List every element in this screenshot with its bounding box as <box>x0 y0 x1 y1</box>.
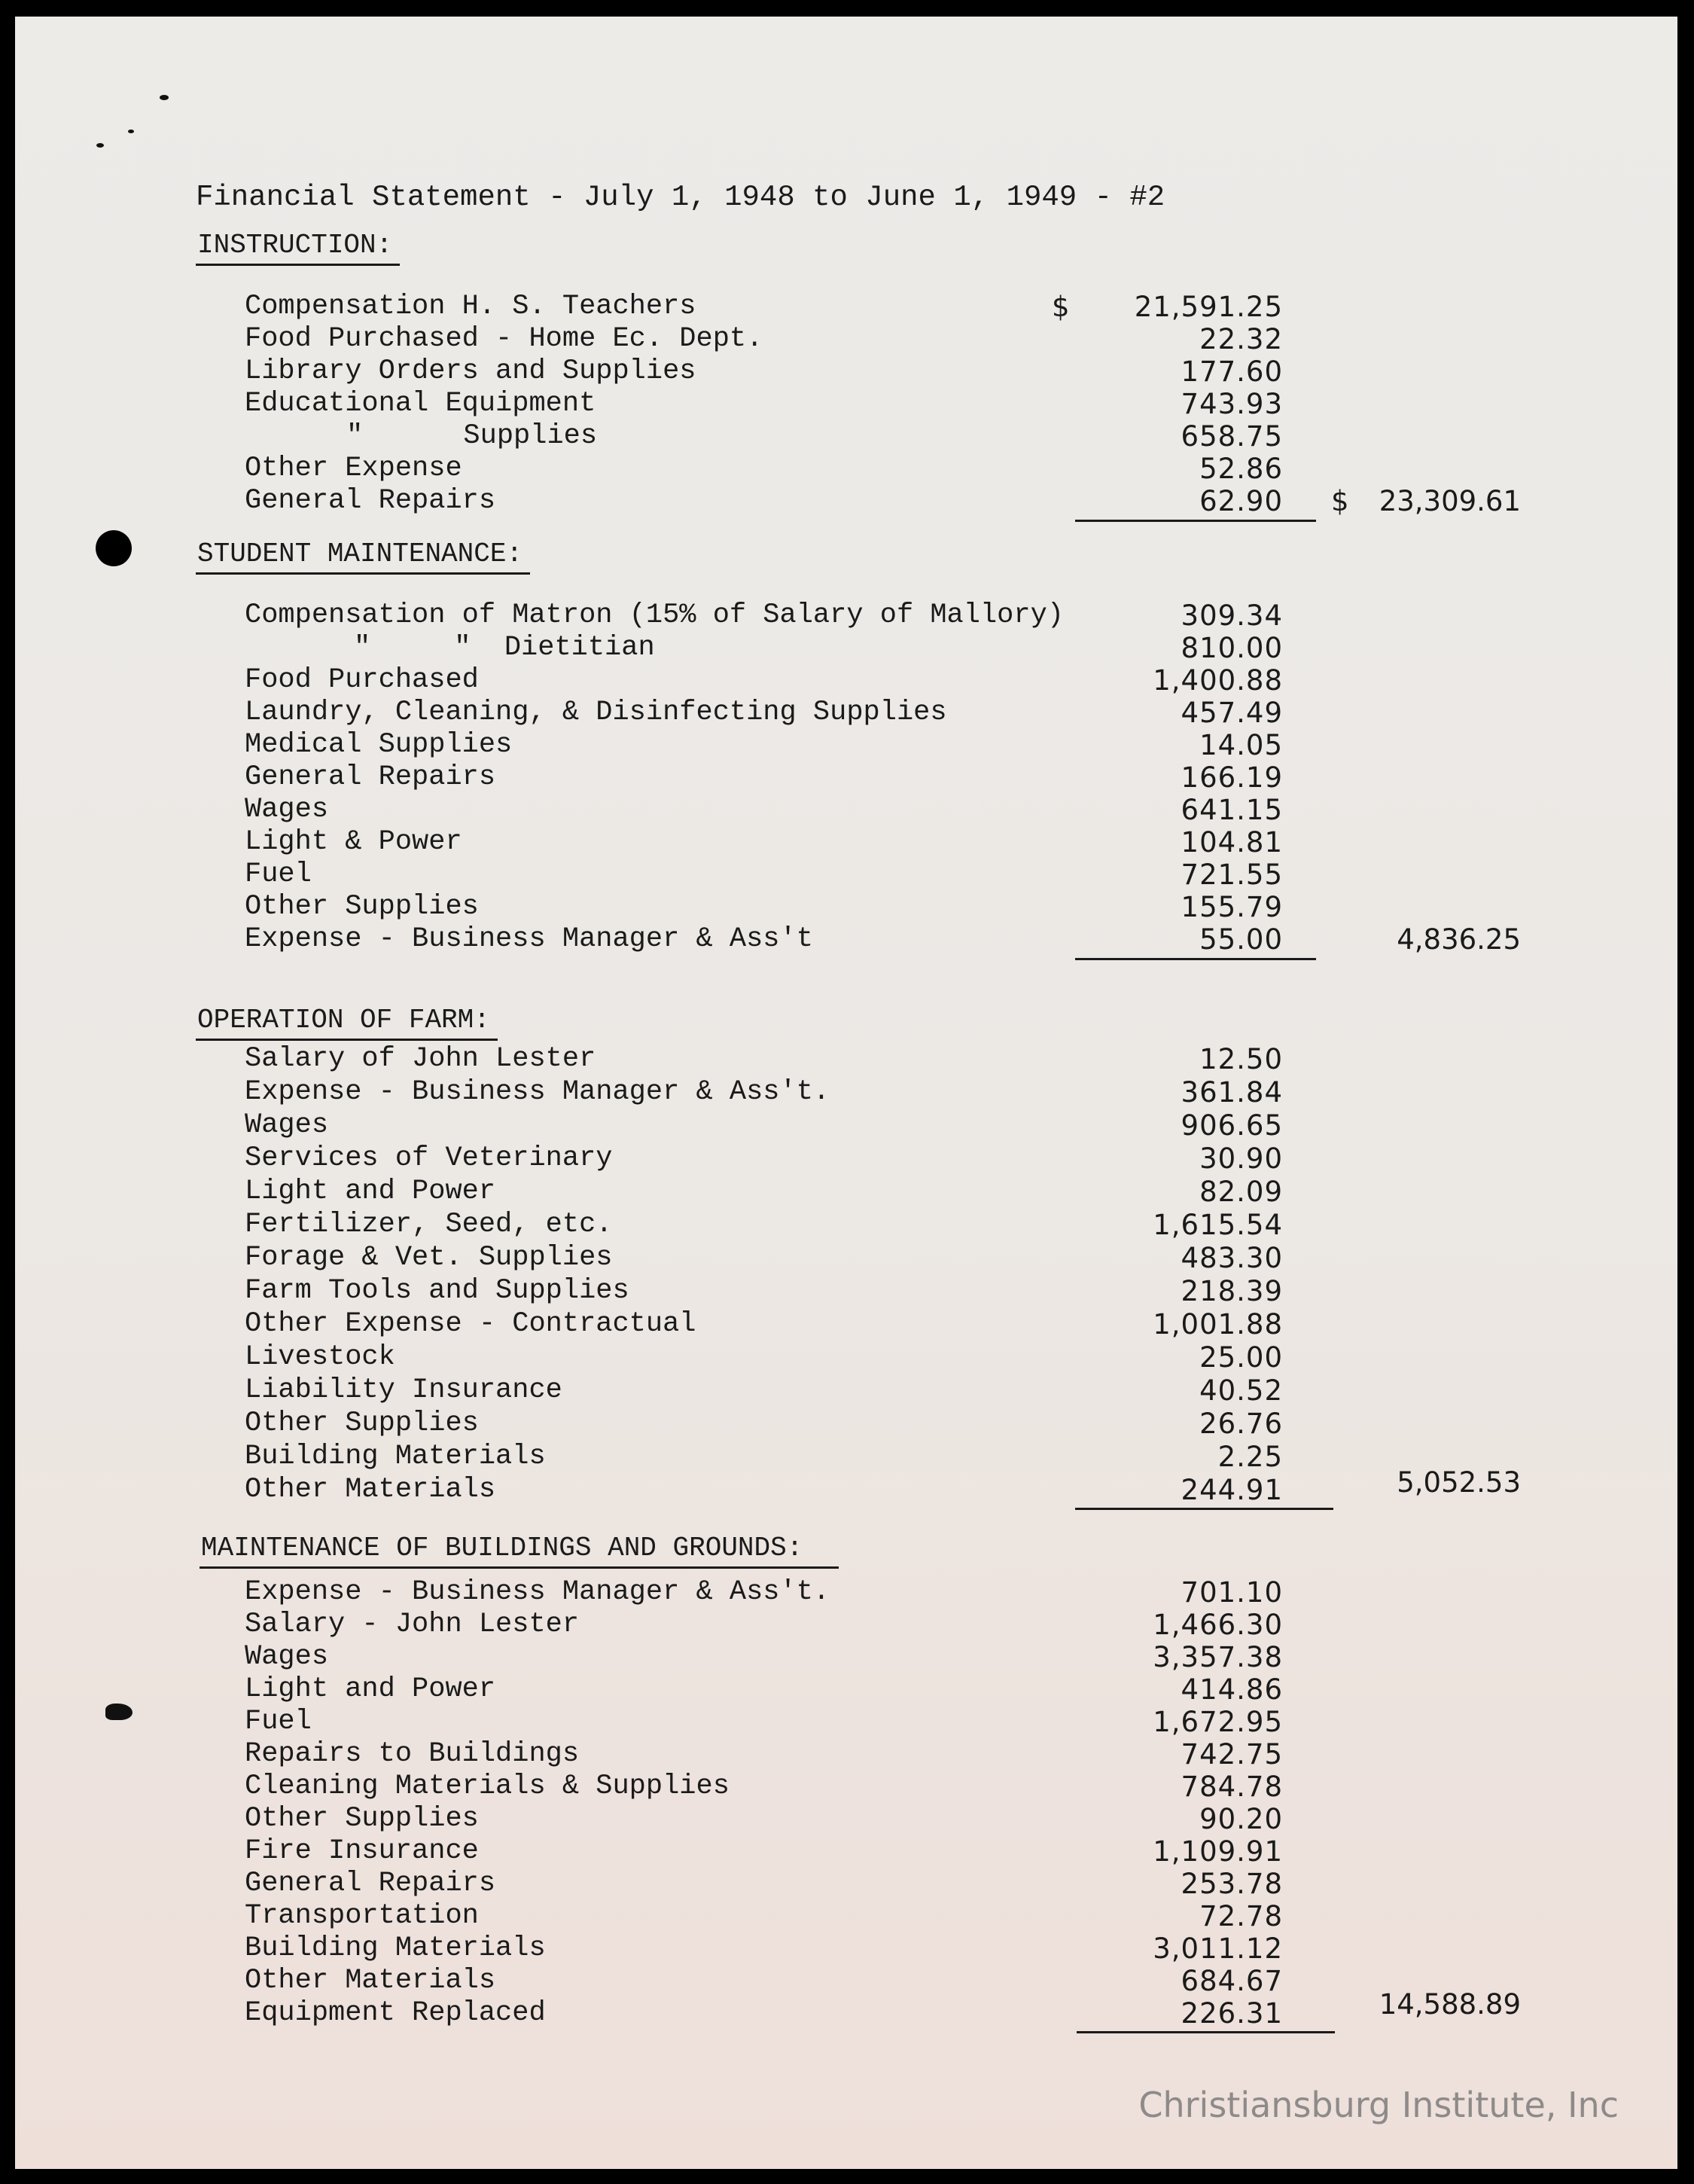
line-item-amount: 177.60 <box>1181 355 1283 388</box>
line-item <box>15 1275 1370 1307</box>
line-item-amount: 12.50 <box>1199 1043 1283 1075</box>
line-item-label: Other Materials <box>245 1965 496 1996</box>
line-item-label: Light and Power <box>245 1176 496 1207</box>
line-item-amount: 62.90 <box>1199 485 1283 517</box>
subtotal-rule <box>1075 520 1316 522</box>
line-item-amount: 3,011.12 <box>1153 1932 1283 1965</box>
line-item <box>15 1706 1370 1738</box>
line-item-amount: 701.10 <box>1181 1576 1283 1609</box>
line-item <box>15 1609 1370 1641</box>
line-item <box>15 1374 1370 1407</box>
line-item <box>15 923 1370 956</box>
line-item-amount: 743.93 <box>1181 388 1283 420</box>
line-item <box>15 1738 1370 1771</box>
line-item-label: General Repairs <box>245 1868 496 1899</box>
line-item-label: " " Dietitian <box>354 632 655 663</box>
line-item <box>15 697 1370 729</box>
line-item <box>15 420 1370 453</box>
line-item-amount: 166.19 <box>1181 761 1283 794</box>
subtotal-rule <box>1075 958 1316 960</box>
line-item-amount: 14.05 <box>1199 729 1283 761</box>
line-item <box>15 1341 1370 1374</box>
line-item <box>15 1997 1370 2030</box>
paper-speck <box>96 143 104 148</box>
section-heading: STUDENT MAINTENANCE: <box>196 538 530 575</box>
line-item <box>15 1932 1370 1965</box>
line-item-label: Salary of John Lester <box>245 1043 596 1075</box>
line-item <box>15 323 1370 355</box>
line-item-label: Wages <box>245 794 329 825</box>
line-item-label: General Repairs <box>245 761 496 793</box>
line-item-amount: 253.78 <box>1181 1868 1283 1900</box>
line-item-label: Fuel <box>245 859 312 890</box>
line-item-label: Salary - John Lester <box>245 1609 580 1640</box>
line-item-amount: 82.09 <box>1199 1176 1283 1208</box>
line-item-label: Farm Tools and Supplies <box>245 1275 629 1307</box>
line-item <box>15 1242 1370 1274</box>
line-item-label: Library Orders and Supplies <box>245 355 696 387</box>
line-item-label: Building Materials <box>245 1441 546 1472</box>
line-item <box>15 485 1370 517</box>
line-item <box>15 1576 1370 1609</box>
line-item-amount: 658.75 <box>1181 420 1283 453</box>
line-item <box>15 1868 1370 1900</box>
document-title: Financial Statement - July 1, 1948 to June 1, 1949 - #2 <box>196 181 1165 214</box>
line-item <box>15 664 1370 697</box>
section-total: 23,309.61 <box>1379 485 1521 517</box>
watermark-text: Christiansburg Institute, Inc <box>1138 2085 1619 2125</box>
section-total: 14,588.89 <box>1379 1988 1521 2021</box>
line-item <box>15 1408 1370 1440</box>
line-item <box>15 1109 1370 1142</box>
section-heading: MAINTENANCE OF BUILDINGS AND GROUNDS: <box>200 1533 839 1569</box>
line-item-label: Light & Power <box>245 826 462 858</box>
line-item <box>15 1043 1370 1075</box>
line-item-label: Compensation of Matron (15% of Salary of Mallory) <box>245 599 1064 631</box>
line-item-label: Other Materials <box>245 1474 496 1505</box>
line-item-amount: 641.15 <box>1181 794 1283 826</box>
line-item <box>15 1142 1370 1175</box>
line-item <box>15 1209 1370 1241</box>
line-item-label: Fertilizer, Seed, etc. <box>245 1209 613 1240</box>
line-item-amount: 810.00 <box>1181 632 1283 664</box>
section-heading: INSTRUCTION: <box>196 230 400 266</box>
line-item-label: Expense - Business Manager & Ass't. <box>245 1076 830 1108</box>
line-item-label: Light and Power <box>245 1673 496 1705</box>
line-item <box>15 859 1370 891</box>
line-item-amount: 784.78 <box>1181 1771 1283 1803</box>
line-item-label: Services of Veterinary <box>245 1142 613 1174</box>
line-item <box>15 1308 1370 1341</box>
line-item <box>15 761 1370 794</box>
line-item <box>15 291 1370 323</box>
line-item-label: Cleaning Materials & Supplies <box>245 1771 730 1802</box>
currency-symbol: $ <box>1052 291 1070 323</box>
line-item-amount: 104.81 <box>1181 826 1283 859</box>
line-item <box>15 355 1370 388</box>
section-total: 5,052.53 <box>1397 1466 1521 1499</box>
line-item <box>15 1900 1370 1932</box>
document-page <box>15 17 1677 2169</box>
line-item-label: General Repairs <box>245 485 496 517</box>
line-item <box>15 1176 1370 1208</box>
line-item-amount: 26.76 <box>1199 1408 1283 1440</box>
line-item-amount: 40.52 <box>1199 1374 1283 1407</box>
line-item-amount: 1,109.91 <box>1153 1835 1283 1868</box>
line-item-amount: 906.65 <box>1181 1109 1283 1142</box>
section-heading: OPERATION OF FARM: <box>196 1005 498 1041</box>
line-item-amount: 361.84 <box>1181 1076 1283 1109</box>
line-item-label: Expense - Business Manager & Ass't. <box>245 1576 830 1608</box>
line-item <box>15 729 1370 761</box>
line-item-amount: 90.20 <box>1199 1803 1283 1835</box>
line-item-label: Food Purchased <box>245 664 479 696</box>
line-item-label: Compensation H. S. Teachers <box>245 291 696 322</box>
line-item-amount: 483.30 <box>1181 1242 1283 1274</box>
paper-speck <box>128 130 134 133</box>
line-item-label: Transportation <box>245 1900 479 1932</box>
line-item-label: Medical Supplies <box>245 729 513 761</box>
line-item-amount: 52.86 <box>1199 453 1283 485</box>
line-item-amount: 244.91 <box>1181 1474 1283 1506</box>
line-item-amount: 414.86 <box>1181 1673 1283 1706</box>
line-item-label: Other Supplies <box>245 891 479 923</box>
currency-symbol: $ <box>1331 485 1349 517</box>
line-item-amount: 1,400.88 <box>1153 664 1283 697</box>
line-item-label: Building Materials <box>245 1932 546 1964</box>
line-item <box>15 453 1370 485</box>
line-item-label: Fuel <box>245 1706 312 1737</box>
line-item <box>15 1641 1370 1673</box>
section-total: 4,836.25 <box>1397 923 1521 956</box>
line-item-label: Food Purchased - Home Ec. Dept. <box>245 323 763 355</box>
paper-speck <box>160 95 169 100</box>
line-item-label: Equipment Replaced <box>245 1997 546 2029</box>
line-item-amount: 155.79 <box>1181 891 1283 923</box>
line-item <box>15 599 1370 632</box>
line-item <box>15 1835 1370 1868</box>
line-item <box>15 632 1370 664</box>
line-item-amount: 3,357.38 <box>1153 1641 1283 1673</box>
line-item-amount: 2.25 <box>1217 1441 1283 1473</box>
line-item <box>15 388 1370 420</box>
line-item-label: Forage & Vet. Supplies <box>245 1242 613 1273</box>
line-item-label: Wages <box>245 1109 329 1141</box>
line-item <box>15 1474 1370 1506</box>
line-item-amount: 55.00 <box>1199 923 1283 956</box>
line-item-label: Educational Equipment <box>245 388 596 419</box>
line-item-amount: 742.75 <box>1181 1738 1283 1771</box>
line-item <box>15 1803 1370 1835</box>
line-item-amount: 1,001.88 <box>1153 1308 1283 1341</box>
line-item-label: Other Supplies <box>245 1803 479 1835</box>
line-item-label: Other Expense <box>245 453 462 484</box>
line-item-label: Expense - Business Manager & Ass't <box>245 923 813 955</box>
line-item <box>15 794 1370 826</box>
line-item-label: Repairs to Buildings <box>245 1738 580 1770</box>
line-item-label: Wages <box>245 1641 329 1673</box>
line-item-label: Other Expense - Contractual <box>245 1308 696 1340</box>
line-item <box>15 891 1370 923</box>
line-item <box>15 1673 1370 1706</box>
line-item-amount: 226.31 <box>1181 1997 1283 2030</box>
line-item-amount: 1,615.54 <box>1153 1209 1283 1241</box>
line-item-amount: 218.39 <box>1181 1275 1283 1307</box>
line-item-amount: 22.32 <box>1199 323 1283 355</box>
punch-hole <box>96 530 132 566</box>
line-item-amount: 721.55 <box>1181 859 1283 891</box>
line-item-amount: 72.78 <box>1199 1900 1283 1932</box>
line-item <box>15 1441 1370 1473</box>
subtotal-rule <box>1077 2031 1335 2033</box>
line-item-amount: 30.90 <box>1199 1142 1283 1175</box>
line-item-label: Liability Insurance <box>245 1374 562 1406</box>
line-item-amount: 457.49 <box>1181 697 1283 729</box>
line-item-label: Livestock <box>245 1341 395 1373</box>
line-item-amount: 684.67 <box>1181 1965 1283 1997</box>
line-item-label: Other Supplies <box>245 1408 479 1439</box>
line-item-label: Fire Insurance <box>245 1835 479 1867</box>
line-item-amount: 25.00 <box>1199 1341 1283 1374</box>
line-item <box>15 826 1370 859</box>
line-item-amount: 309.34 <box>1181 599 1283 632</box>
subtotal-rule <box>1075 1508 1333 1510</box>
line-item <box>15 1965 1370 1997</box>
line-item <box>15 1076 1370 1109</box>
line-item-amount: 1,672.95 <box>1153 1706 1283 1738</box>
line-item <box>15 1771 1370 1803</box>
line-item-label: Laundry, Cleaning, & Disinfecting Supplies <box>245 697 947 728</box>
line-item-amount: 21,591.25 <box>1134 291 1283 323</box>
line-item-amount: 1,466.30 <box>1153 1609 1283 1641</box>
line-item-label: " Supplies <box>346 420 598 452</box>
